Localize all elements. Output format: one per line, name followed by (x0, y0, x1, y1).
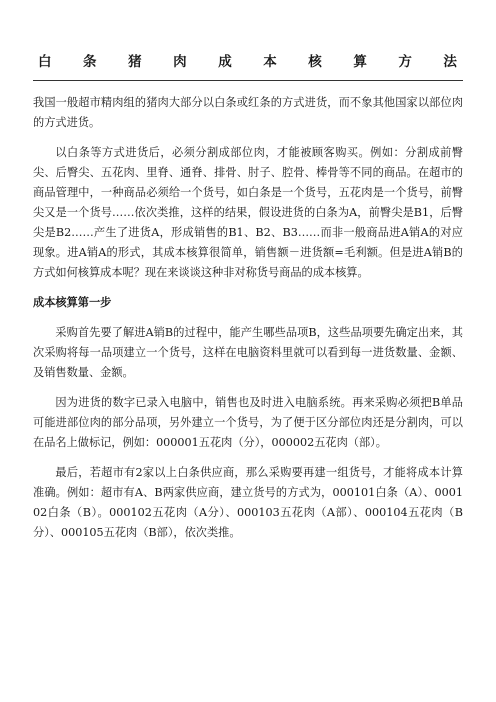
intro-paragraph: 我国一般超市精肉组的猪肉大部分以白条或红条的方式进货，而不象其他国家以部位肉的方式进货。 (33, 96, 463, 129)
title-char: 肉 (173, 54, 187, 70)
body-paragraph: 因为进货的数字已录入电脑中，销售也及时进入电脑系统。再来采购必须把B单品可能进部位肉的部分品项，另外建立一个货号，为了便于区分部位肉还是分割肉，可以在品名上做标记，例如：000001五花肉（分），000002五花肉（部）。 (33, 396, 463, 449)
title-char: 核 (308, 54, 322, 70)
title-char: 条 (83, 54, 97, 70)
body-paragraph: 采购首先要了解进A销B的过程中，能产生哪些品项B，这些品项要先确定出来，其次采购将每一品项建立一个货号，这样在电脑资料里就可以看到每一进货数量、金额、及销售数量、金额。 (33, 326, 463, 379)
title-char: 猪 (128, 54, 142, 70)
body-paragraph: 以白条等方式进货后，必须分割成部位肉，才能被顾客购买。例如：分割成前臀尖、后臀尖、五花肉、里脊、通脊、排骨、肘子、腔骨、棒骨等不同的商品。在超市的商品管理中，一种商品必须给一个货号，如白条是一个货号，五花肉是一个货号，前臀尖又是一个货号……依次类推，这样的结果，假设进货的白条为A，前臀尖是B1，后臀尖是B2……产生了进货A，形成销售的B1、B2、B3……而非一般商品进A销A的对应现象。进A销A的形式，其成本核算很简单，销售额－进货额=毛利额。但是进A销B的方式如何核算成本呢？现在来谈谈这种非对称货号商品的成本核算。 (33, 146, 463, 279)
title-char: 法 (443, 54, 457, 70)
title-char: 成 (218, 54, 232, 70)
title-char: 算 (353, 54, 367, 70)
title-char: 本 (263, 54, 277, 70)
body-paragraph: 最后，若超市有2家以上白条供应商，那么采购要再建一组货号，才能将成本计算准确。例如：超市有A、B两家供应商，建立货号的方式为，000101白条（A）、000102白条（B）。000102五花肉（A分）、000103五花肉（A部）、000104五花肉（B分）、000105五花肉（B部），依次类推。 (33, 466, 463, 539)
section-heading: 成本核算第一步 (33, 296, 112, 309)
title-divider (33, 80, 463, 81)
title-char: 白 (38, 54, 52, 70)
document-title (33, 0, 463, 70)
title-char: 方 (398, 54, 412, 70)
